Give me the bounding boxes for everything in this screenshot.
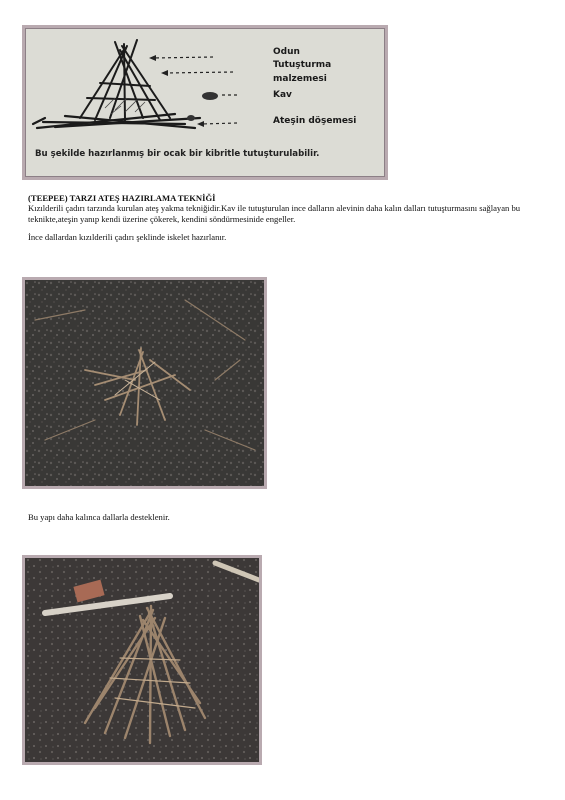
label-tutusturma: Tutuşturma: [273, 60, 332, 70]
teepee-diagram-figure: [22, 25, 388, 180]
skeleton-photo-image: [25, 280, 264, 486]
reinforced-photo-image: [25, 558, 259, 762]
label-malzemesi: malzemesi: [273, 74, 327, 84]
teepee-skeleton-photo: [22, 277, 267, 489]
label-kav: Kav: [273, 90, 292, 100]
label-odun: Odun: [273, 47, 300, 57]
step-2-text: Bu yapı daha kalınca dallarla desteklenir.: [28, 512, 170, 522]
label-atesin-dosemesi: Ateşin döşemesi: [273, 116, 357, 126]
diagram-caption: Bu şekilde hazırlanmış bir ocak bir kibritle tutuşturulabilir.: [35, 149, 320, 159]
intro-paragraph: Kızılderili çadırı tarzında kurulan ateş yakma tekniğidir.Kav ile tutuşturulan ince dalların alevinin daha kalın dalları tutuşturmasını sağlayan bu teknikte,ateşin yanıp kendi üzerine çökerek, kendini söndürmesinide engeller.: [28, 203, 521, 224]
teepee-reinforced-photo: [22, 555, 262, 765]
step-1-text: İnce dallardan kızılderili çadırı şeklinde iskelet hazırlanır.: [28, 232, 227, 242]
article-text: [28, 193, 538, 224]
article-title: (TEEPEE) TARZI ATEŞ HAZIRLAMA TEKNİĞİ: [28, 193, 216, 203]
